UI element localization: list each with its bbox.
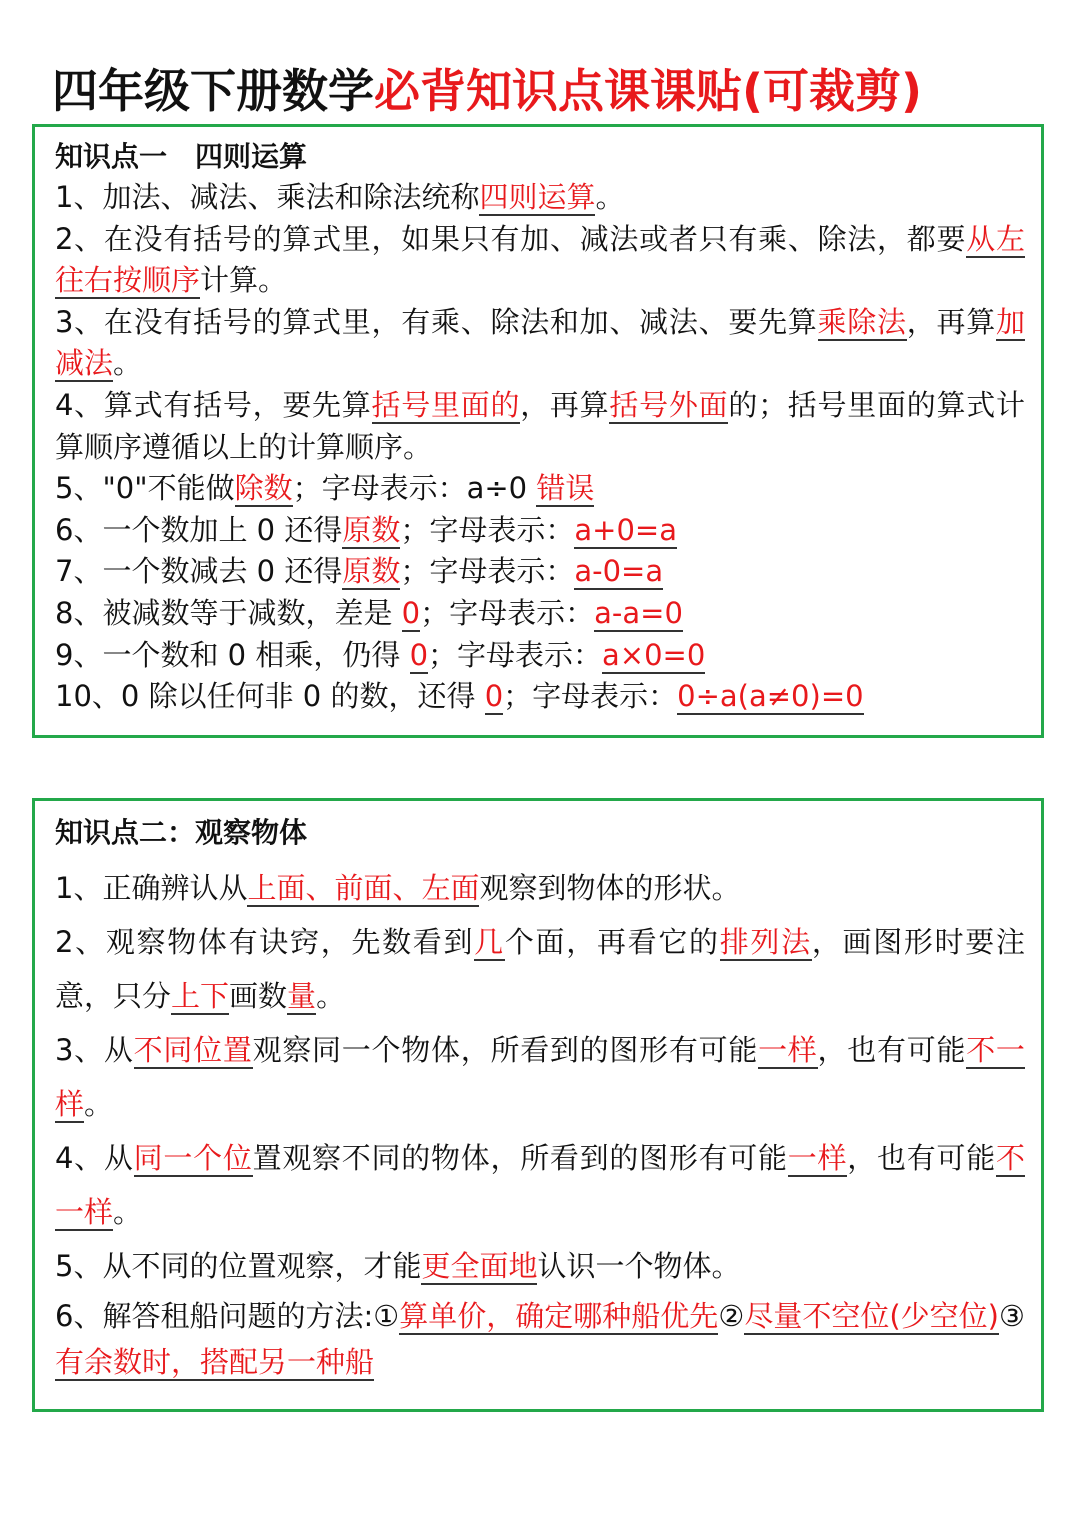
item-text: ，也有可能	[847, 1141, 996, 1175]
key-term: 不同位置	[133, 1033, 253, 1067]
item-text: 。	[316, 979, 346, 1013]
item-text: 4、算式有括号，要先算	[55, 387, 372, 422]
key-term: 从左往右按顺序	[55, 221, 1025, 298]
item-text: 个面，再看它的	[504, 925, 720, 959]
knowledge-item	[55, 1239, 1025, 1293]
item-text: 5、"0"不能做	[55, 471, 235, 506]
section-heading: 知识点二：观察物体	[55, 816, 308, 849]
knowledge-item	[55, 177, 1025, 219]
knowledge-card-observing-objects	[32, 798, 1044, 1412]
key-term: 错误	[536, 471, 595, 506]
key-term: a-a=0	[594, 595, 683, 630]
title-highlight: 必背知识点课课贴(可裁剪)	[374, 64, 923, 118]
knowledge-item	[55, 302, 1025, 385]
item-text: 认识一个物体。	[537, 1249, 741, 1283]
item-text: 1、加法、减法、乘法和除法统称	[55, 180, 480, 214]
key-term: 一样	[787, 1141, 848, 1175]
item-text: 置观察不同的物体，所看到的图形有可能	[252, 1141, 788, 1175]
knowledge-item	[55, 915, 1025, 1023]
item-text: ；字母表示：	[428, 637, 603, 672]
item-text: ；字母表示：	[503, 679, 678, 714]
knowledge-item	[55, 635, 1025, 677]
item-text: 2、在没有括号的算式里，如果只有加、减法或者只有乘、除法，都要	[55, 221, 967, 256]
item-text: ；字母表示：a÷0	[292, 471, 537, 506]
key-term: 除数	[234, 471, 293, 506]
item-text: 观察同一个物体，所看到的图形有可能	[252, 1033, 759, 1067]
key-term: 上面、前面、左面	[247, 871, 480, 905]
item-text: 的；括号里面的算式计算顺序遵循以上的计算顺序。	[55, 387, 1025, 464]
knowledge-item	[55, 468, 1025, 510]
key-term: 括号外面	[609, 387, 729, 422]
key-term: 加减法	[55, 304, 1025, 381]
item-text: ，也有可能	[817, 1033, 967, 1067]
key-term: 几	[474, 925, 505, 959]
item-text: 6、解答租船问题的方法:①	[55, 1299, 400, 1333]
item-text: ，画图形时要注意，只分	[55, 925, 1025, 1013]
item-text: ；字母表示：	[400, 512, 575, 547]
key-term: 有余数时，搭配另一种船	[55, 1345, 375, 1379]
item-text: 1、正确辨认从	[55, 871, 248, 905]
key-term: 一样	[758, 1033, 818, 1067]
key-term: 0÷a(a≠0)=0	[677, 679, 864, 714]
key-term: 不一样	[55, 1033, 1025, 1121]
knowledge-item	[55, 1023, 1025, 1131]
key-term: 算单价，确定哪种船优先	[399, 1299, 719, 1333]
item-text: ；字母表示：	[400, 554, 575, 589]
key-term: 0	[401, 595, 421, 630]
key-term: 不一样	[55, 1141, 1025, 1229]
item-text: 观察到物体的形状。	[479, 871, 741, 905]
item-text: 5、从不同的位置观察，才能	[55, 1249, 422, 1283]
item-text: 计算。	[200, 263, 288, 298]
card-content	[55, 137, 1025, 718]
knowledge-card-arithmetic	[32, 124, 1044, 738]
item-text: 。	[84, 1087, 114, 1121]
knowledge-item	[55, 676, 1025, 718]
key-term: 原数	[342, 512, 401, 547]
key-term: 括号里面的	[371, 387, 521, 422]
item-text: ，再算	[520, 387, 610, 422]
key-term: 尽量不空位(少空位)	[744, 1299, 999, 1333]
item-text: 7、一个数减去 0 还得	[55, 554, 343, 589]
knowledge-list	[55, 861, 1025, 1385]
item-text: 。	[113, 346, 143, 381]
key-term: a×0=0	[602, 637, 706, 672]
knowledge-item	[55, 219, 1025, 302]
key-term: a+0=a	[574, 512, 677, 547]
key-term: a-0=a	[574, 554, 664, 589]
key-term: 更全面地	[421, 1249, 538, 1283]
page-title	[52, 56, 1052, 126]
key-term: 0	[409, 637, 429, 672]
item-text: 8、被减数等于减数，差是	[55, 595, 402, 630]
card-content	[55, 811, 1025, 1385]
knowledge-item	[55, 861, 1025, 915]
title-main: 四年级下册数学	[52, 64, 374, 118]
item-text: 10、0 除以任何非 0 的数，还得	[55, 679, 485, 714]
key-term: 同一个位	[133, 1141, 253, 1175]
item-text: 9、一个数和 0 相乘，仍得	[55, 637, 410, 672]
key-term: 原数	[342, 554, 401, 589]
key-term: 量	[287, 979, 317, 1013]
item-text: ②	[718, 1299, 745, 1333]
knowledge-item	[55, 593, 1025, 635]
key-term: 排列法	[719, 925, 812, 959]
item-text: 画数	[229, 979, 288, 1013]
knowledge-item	[55, 1293, 1025, 1385]
item-text: ，再算	[906, 304, 996, 339]
item-text: 6、一个数加上 0 还得	[55, 512, 343, 547]
key-term: 乘除法	[817, 304, 907, 339]
item-text: 4、从	[55, 1141, 134, 1175]
key-term: 上下	[171, 979, 230, 1013]
knowledge-list	[55, 177, 1025, 718]
item-text: 。	[595, 180, 625, 214]
item-text: ；字母表示：	[420, 595, 595, 630]
item-text: 2、观察物体有诀窍，先数看到	[55, 925, 475, 959]
key-term: 四则运算	[479, 180, 596, 214]
item-text: 。	[113, 1195, 143, 1229]
knowledge-item	[55, 510, 1025, 552]
item-text: 3、在没有括号的算式里，有乘、除法和加、减法、要先算	[55, 304, 818, 339]
item-text: 3、从	[55, 1033, 134, 1067]
knowledge-item	[55, 551, 1025, 593]
key-term: 0	[484, 679, 504, 714]
item-text: ③	[999, 1299, 1026, 1333]
knowledge-item	[55, 385, 1025, 468]
knowledge-item	[55, 1131, 1025, 1239]
section-heading: 知识点一 四则运算	[55, 140, 308, 173]
